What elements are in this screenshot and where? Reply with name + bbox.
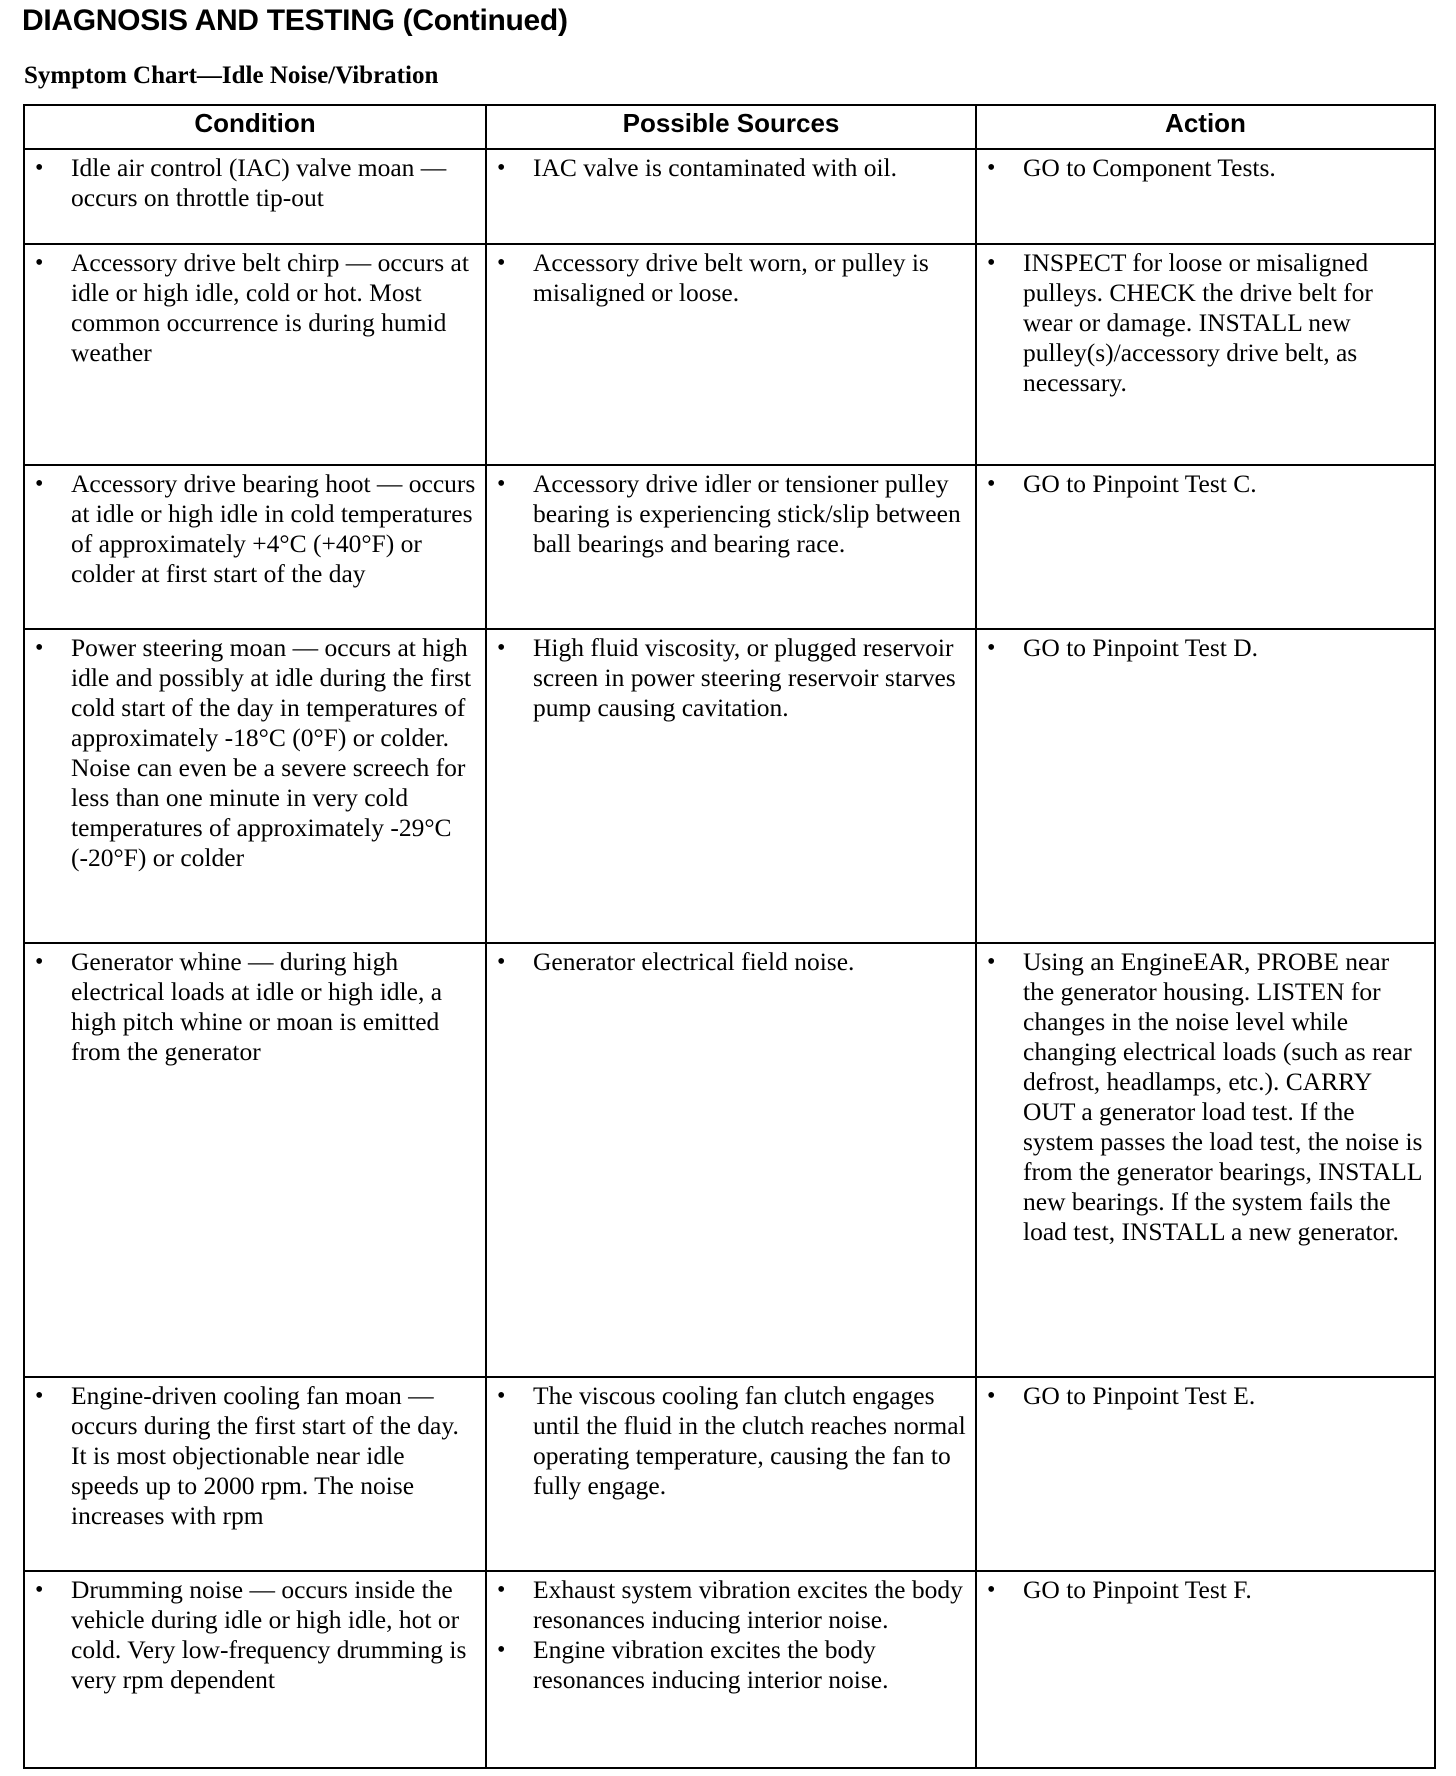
condition-item: • Power steering moan — occurs at high idle and possibly at idle during the first cold start of the day in temperatures of approximately -18°C (0°F) or colder. Noise can even be a severe screech for less than one minute in very cold temperatures of approximately -29°C (-20°F) or colder xyxy=(25,633,477,873)
source-item: • High fluid viscosity, or plugged reservoir screen in power steering reservoir starves pump causing cavitation. xyxy=(487,633,967,723)
condition-cell xyxy=(24,149,486,244)
sources-cell xyxy=(486,149,976,244)
sources-cell xyxy=(486,244,976,465)
condition-item: • Generator whine — during high electrical loads at idle or high idle, a high pitch whine or moan is emitted from the generator xyxy=(25,947,477,1067)
header-condition: Condition xyxy=(24,105,486,149)
table-row xyxy=(24,943,1435,1377)
action-item: • GO to Pinpoint Test C. xyxy=(977,469,1426,499)
sources-cell xyxy=(486,465,976,629)
table-row xyxy=(24,1571,1435,1768)
condition-cell xyxy=(24,465,486,629)
header-action: Action xyxy=(976,105,1435,149)
source-item: • The viscous cooling fan clutch engages until the fluid in the clutch reaches normal operating temperature, causing the fan to fully engage. xyxy=(487,1381,967,1501)
condition-item: • Engine-driven cooling fan moan — occurs during the first start of the day. It is most objectionable near idle speeds up to 2000 rpm. The noise increases with rpm xyxy=(25,1381,477,1531)
action-item: • INSPECT for loose or misaligned pulleys. CHECK the drive belt for wear or damage. INSTALL new pulley(s)/accessory drive belt, as necessary. xyxy=(977,248,1426,398)
source-item: • IAC valve is contaminated with oil. xyxy=(487,153,967,183)
condition-item: • Accessory drive belt chirp — occurs at idle or high idle, cold or hot. Most common occurrence is during humid weather xyxy=(25,248,477,368)
condition-cell xyxy=(24,943,486,1377)
source-item: • Generator electrical field noise. xyxy=(487,947,967,977)
condition-cell xyxy=(24,244,486,465)
action-cell xyxy=(976,1571,1435,1768)
page-heading: DIAGNOSIS AND TESTING (Continued) xyxy=(22,4,568,37)
action-cell xyxy=(976,149,1435,244)
action-item: • Using an EngineEAR, PROBE near the generator housing. LISTEN for changes in the noise level while changing electrical loads (such as rear defrost, headlamps, etc.). CARRY OUT a generator load test. If the system passes the load test, the noise is from the generator bearings, INSTALL new bearings. If the system fails the load test, INSTALL a new generator. xyxy=(977,947,1426,1247)
sources-cell xyxy=(486,1377,976,1571)
sources-cell xyxy=(486,1571,976,1768)
condition-item: • Drumming noise — occurs inside the vehicle during idle or high idle, hot or cold. Very low-frequency drumming is very rpm dependent xyxy=(25,1575,477,1695)
action-item: • GO to Pinpoint Test F. xyxy=(977,1575,1426,1605)
condition-cell xyxy=(24,1571,486,1768)
table-row xyxy=(24,244,1435,465)
table-row xyxy=(24,629,1435,943)
condition-cell xyxy=(24,1377,486,1571)
condition-cell xyxy=(24,629,486,943)
action-cell xyxy=(976,244,1435,465)
action-cell xyxy=(976,943,1435,1377)
header-possible-sources: Possible Sources xyxy=(486,105,976,149)
action-item: • GO to Component Tests. xyxy=(977,153,1426,183)
action-item: • GO to Pinpoint Test E. xyxy=(977,1381,1426,1411)
sources-cell xyxy=(486,629,976,943)
chart-title: Symptom Chart—Idle Noise/Vibration xyxy=(24,62,439,89)
source-item: • Engine vibration excites the body resonances inducing interior noise. xyxy=(487,1635,967,1695)
table-row xyxy=(24,465,1435,629)
source-item: • Exhaust system vibration excites the body resonances inducing interior noise. xyxy=(487,1575,967,1635)
action-cell xyxy=(976,465,1435,629)
action-item: • GO to Pinpoint Test D. xyxy=(977,633,1426,663)
action-cell xyxy=(976,629,1435,943)
action-cell xyxy=(976,1377,1435,1571)
symptom-table xyxy=(23,104,1436,1769)
table-row xyxy=(24,1377,1435,1571)
condition-item: • Accessory drive bearing hoot — occurs at idle or high idle in cold temperatures of approximately +4°C (+40°F) or colder at first start of the day xyxy=(25,469,477,589)
condition-item: • Idle air control (IAC) valve moan — occurs on throttle tip-out xyxy=(25,153,477,213)
source-item: • Accessory drive idler or tensioner pulley bearing is experiencing stick/slip between ball bearings and bearing race. xyxy=(487,469,967,559)
sources-cell xyxy=(486,943,976,1377)
source-item: • Accessory drive belt worn, or pulley is misaligned or loose. xyxy=(487,248,967,308)
table-header-row xyxy=(24,105,1435,149)
table-row xyxy=(24,149,1435,244)
